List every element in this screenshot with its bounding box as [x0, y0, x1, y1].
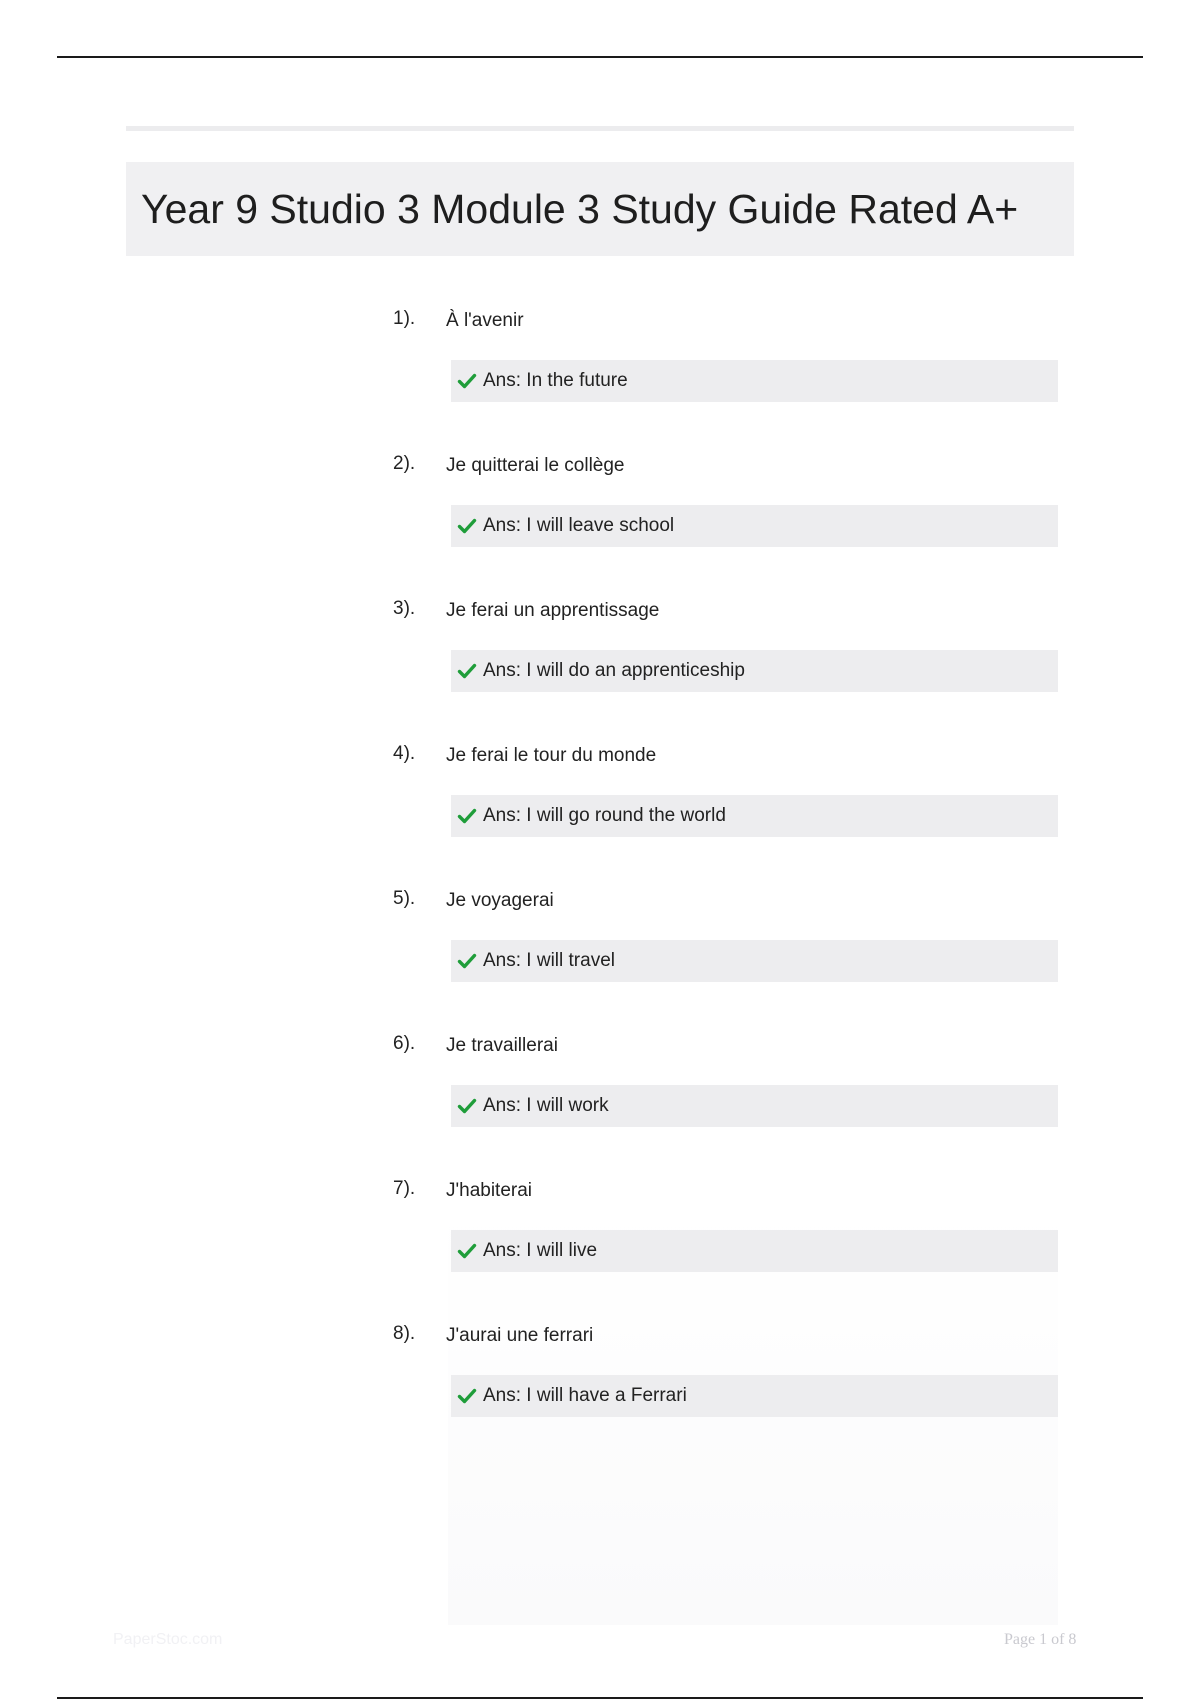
question-item	[393, 888, 1058, 1018]
answer-box	[451, 1230, 1058, 1272]
bottom-rule	[57, 1697, 1143, 1699]
checkmark-icon	[457, 1096, 477, 1116]
answer-box	[451, 1085, 1058, 1127]
answer-text: Ans: I will travel	[483, 950, 615, 971]
checkmark-icon	[457, 516, 477, 536]
question-number: 5).	[393, 888, 416, 909]
question-item	[393, 743, 1058, 873]
question-item	[393, 598, 1058, 728]
answer-text: Ans: I will work	[483, 1095, 609, 1116]
question-number: 3).	[393, 598, 416, 619]
question-item	[393, 1033, 1058, 1163]
question-item	[393, 1178, 1058, 1308]
answer-box	[451, 650, 1058, 692]
question-text: J'habiterai	[446, 1180, 533, 1201]
footer-watermark: PaperStoc.com	[113, 1631, 223, 1648]
checkmark-icon	[457, 951, 477, 971]
question-number: 4).	[393, 743, 416, 764]
answer-box	[451, 360, 1058, 402]
question-item	[393, 1323, 1058, 1453]
question-text: Je ferai un apprentissage	[446, 600, 660, 621]
answer-text: Ans: In the future	[483, 370, 628, 391]
checkmark-icon	[457, 371, 477, 391]
answer-box	[451, 940, 1058, 982]
question-text: À l'avenir	[446, 310, 524, 331]
question-text: J'aurai une ferrari	[446, 1325, 594, 1346]
question-number: 6).	[393, 1033, 416, 1054]
answer-text: Ans: I will go round the world	[483, 805, 726, 826]
question-text: Je travaillerai	[446, 1035, 558, 1056]
question-number: 1).	[393, 308, 416, 329]
answer-box	[451, 795, 1058, 837]
checkmark-icon	[457, 1241, 477, 1261]
answer-text: Ans: I will do an apprenticeship	[483, 660, 745, 681]
answer-text: Ans: I will have a Ferrari	[483, 1385, 687, 1406]
page-number: Page 1 of 8	[1004, 1631, 1077, 1648]
question-number: 8).	[393, 1323, 416, 1344]
checkmark-icon	[457, 661, 477, 681]
title-banner	[126, 162, 1074, 256]
document-title: Year 9 Studio 3 Module 3 Study Guide Rated A+	[141, 185, 1019, 232]
header-divider	[126, 126, 1074, 131]
question-item	[393, 308, 1058, 438]
question-text: Je voyagerai	[446, 890, 554, 911]
answer-box	[451, 505, 1058, 547]
top-rule	[57, 56, 1143, 58]
answer-text: Ans: I will leave school	[483, 515, 675, 536]
answer-text: Ans: I will live	[483, 1240, 598, 1261]
question-text: Je ferai le tour du monde	[446, 745, 657, 766]
question-text: Je quitterai le collège	[446, 455, 625, 476]
question-number: 2).	[393, 453, 416, 474]
question-item	[393, 453, 1058, 583]
checkmark-icon	[457, 1386, 477, 1406]
checkmark-icon	[457, 806, 477, 826]
question-number: 7).	[393, 1178, 416, 1199]
answer-box	[451, 1375, 1058, 1417]
